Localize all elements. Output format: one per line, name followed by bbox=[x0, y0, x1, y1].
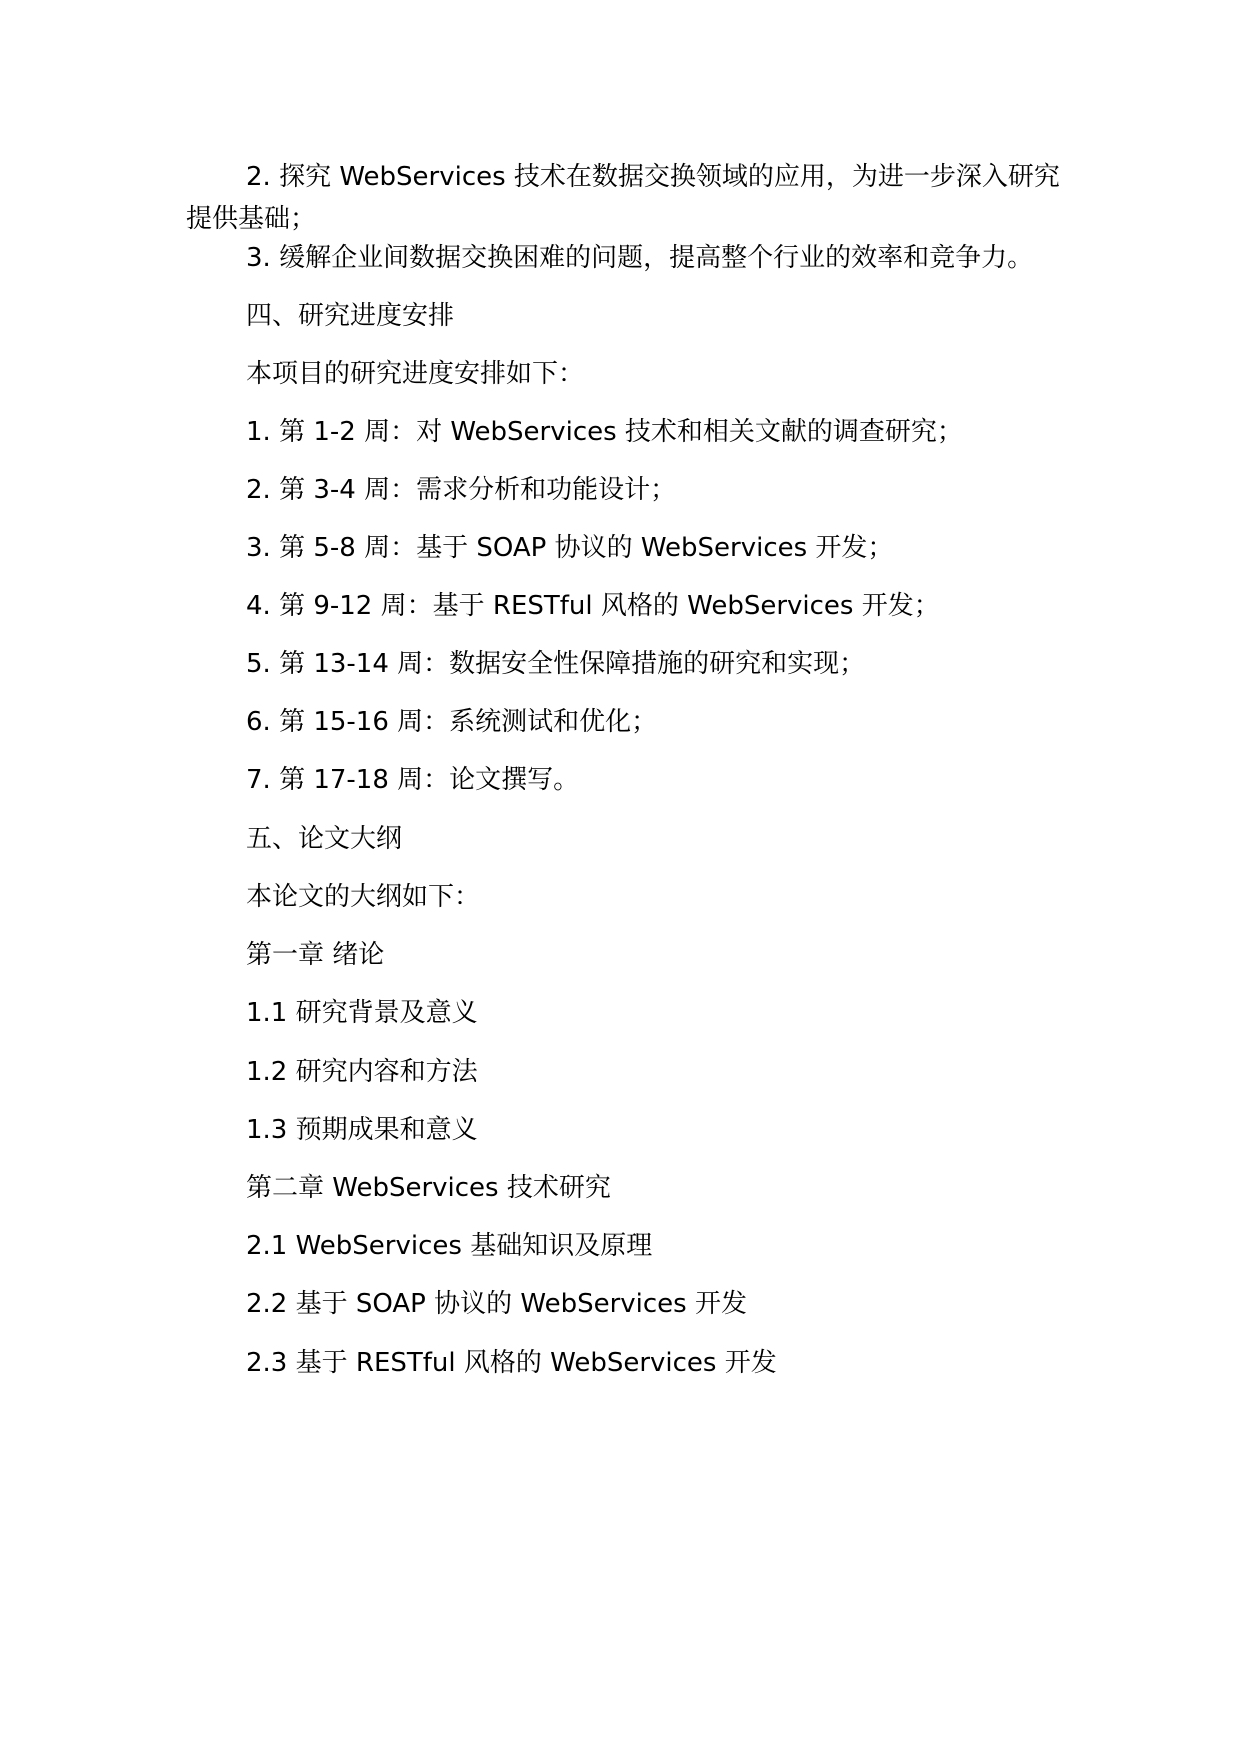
outline-section-2-2: 2.2 基于 SOAP 协议的 WebServices 开发 bbox=[246, 1289, 747, 1319]
outline-section-2-1: 2.1 WebServices 基础知识及原理 bbox=[246, 1231, 653, 1261]
schedule-item-7: 7. 第 17-18 周：论文撰写。 bbox=[246, 765, 580, 795]
schedule-item-3: 3. 第 5-8 周：基于 SOAP 协议的 WebServices 开发； bbox=[246, 533, 894, 563]
schedule-item-5: 5. 第 13-14 周：数据安全性保障措施的研究和实现； bbox=[246, 649, 866, 679]
outline-chapter-2: 第二章 WebServices 技术研究 bbox=[246, 1173, 611, 1203]
section-heading-outline: 五、论文大纲 bbox=[246, 824, 403, 854]
schedule-item-2: 2. 第 3-4 周：需求分析和功能设计； bbox=[246, 475, 677, 505]
paragraph-research-goal-2: 2. 探究 WebServices 技术在数据交换领域的应用，为进一步深入研究提供基础； bbox=[186, 162, 1060, 234]
outline-section-1-1: 1.1 研究背景及意义 bbox=[246, 998, 478, 1028]
paragraph-schedule-intro: 本项目的研究进度安排如下： bbox=[246, 359, 585, 389]
schedule-item-4: 4. 第 9-12 周：基于 RESTful 风格的 WebServices 开发； bbox=[246, 591, 940, 621]
outline-chapter-1: 第一章 绪论 bbox=[246, 940, 385, 970]
outline-section-1-3: 1.3 预期成果和意义 bbox=[246, 1115, 478, 1145]
paragraph-outline-intro: 本论文的大纲如下： bbox=[246, 882, 481, 912]
section-heading-schedule: 四、研究进度安排 bbox=[246, 301, 455, 331]
outline-section-1-2: 1.2 研究内容和方法 bbox=[246, 1057, 478, 1087]
outline-section-2-3: 2.3 基于 RESTful 风格的 WebServices 开发 bbox=[246, 1348, 777, 1378]
schedule-item-6: 6. 第 15-16 周：系统测试和优化； bbox=[246, 707, 658, 737]
schedule-item-1: 1. 第 1-2 周：对 WebServices 技术和相关文献的调查研究； bbox=[246, 417, 963, 447]
paragraph-research-goal-3: 3. 缓解企业间数据交换困难的问题，提高整个行业的效率和竞争力。 bbox=[246, 243, 1034, 273]
